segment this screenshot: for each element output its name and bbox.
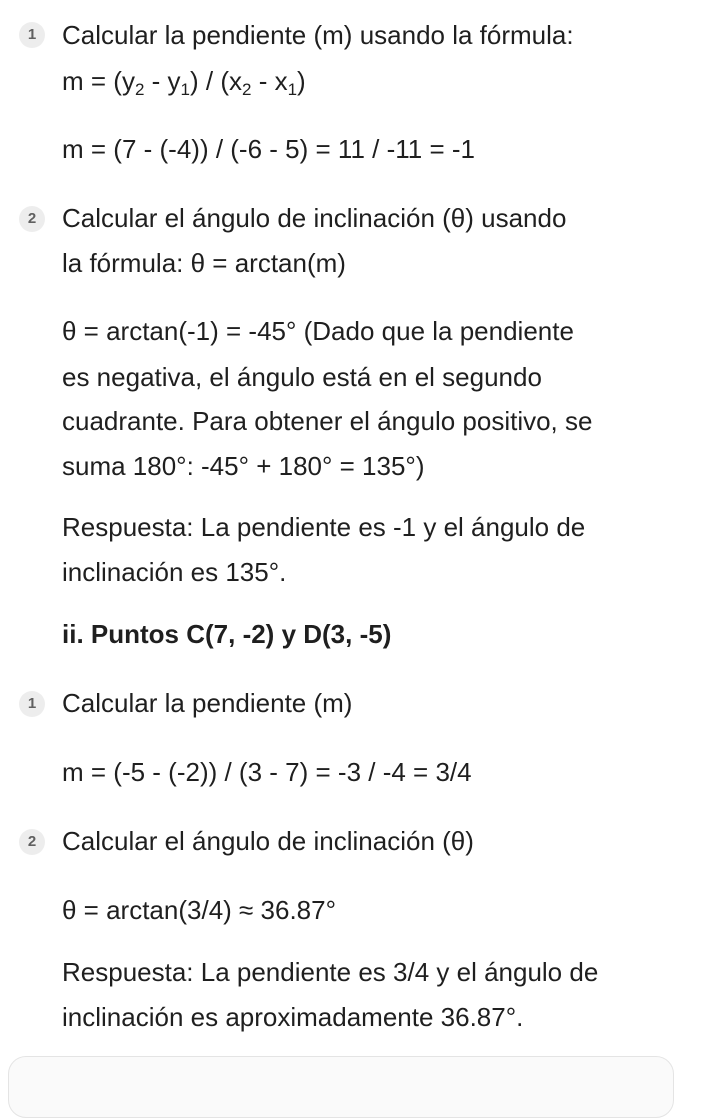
next-card <box>8 1056 674 1118</box>
step-number-badge: 1 <box>19 691 45 717</box>
step-title: Calcular el ángulo de inclinación (θ) usando <box>62 203 567 233</box>
angle-explanation: es negativa, el ángulo está en el segundo <box>62 362 542 392</box>
step-number-badge: 2 <box>19 206 45 232</box>
step-number-badge: 1 <box>19 22 45 48</box>
step-number-badge: 2 <box>19 829 45 855</box>
slope-calculation: m = (7 - (-4)) / (-6 - 5) = 11 / -11 = -1 <box>62 134 475 164</box>
angle-explanation: θ = arctan(-1) = -45° (Dado que la pendiente <box>62 316 574 346</box>
step-title: Calcular la pendiente (m) <box>62 688 353 718</box>
section-heading: ii. Puntos C(7, -2) y D(3, -5) <box>62 619 392 649</box>
answer-text: Respuesta: La pendiente es -1 y el ángulo de <box>62 512 586 542</box>
slope-formula: $m = (y_2 - y_1) / (x_2 - x_1)$ <box>62 66 306 99</box>
step-title: Calcular el ángulo de inclinación (θ) <box>62 826 474 856</box>
step-title: la fórmula: θ = arctan(m) <box>62 248 346 278</box>
answer-text: inclinación es 135°. <box>62 557 287 587</box>
step-title: Calcular la pendiente (m) usando la fórmula: <box>62 20 574 50</box>
angle-calculation: θ = arctan(3/4) ≈ 36.87° <box>62 895 336 925</box>
angle-explanation: suma 180°: -45° + 180° = 135°) <box>62 451 425 481</box>
angle-explanation: cuadrante. Para obtener el ángulo positivo, se <box>62 406 593 436</box>
answer-text: Respuesta: La pendiente es 3/4 y el ángulo de <box>62 957 599 987</box>
slope-calculation: m = (-5 - (-2)) / (3 - 7) = -3 / -4 = 3/4 <box>62 757 472 787</box>
answer-text: inclinación es aproximadamente 36.87°. <box>62 1002 524 1032</box>
